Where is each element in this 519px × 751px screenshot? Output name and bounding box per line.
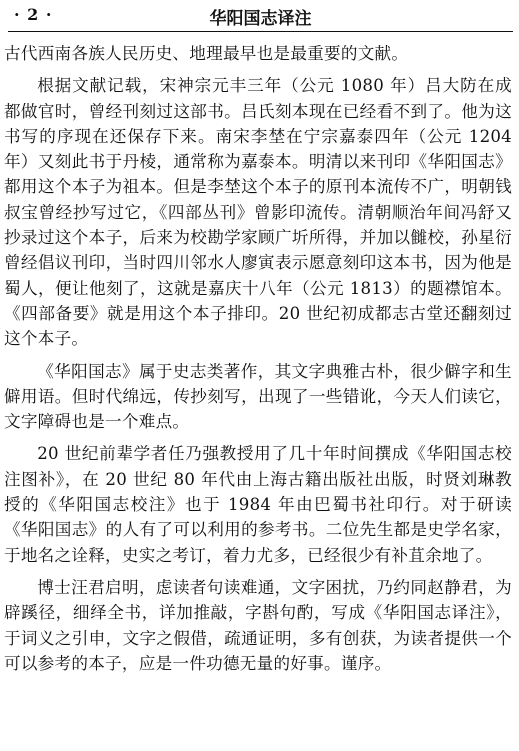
paragraph-this-edition: 博士汪君启明，虑读者句读难通，文字困扰，乃约同赵静君，为辟蹊径，细绎全书，详加推敲，字斟句酌，写成《华阳国志译注》，于词义之引申，文字之假借，疏通证明，多有创获，为读者提供一个可以参考的本子，应是一件功德无量的好事。谨序。 <box>4 577 512 673</box>
running-title: 华阳国志译注 <box>209 9 312 29</box>
running-header <box>8 4 513 28</box>
body-text <box>4 41 512 683</box>
paragraph-scholarship: 20 世纪前辈学者任乃强教授用了几十年时间撰成《华阳国志校注图补》，在 20 世纪 80 年代由上海古籍出版社出版，时贤刘琳教授的《华阳国志校注》也于 1984 年由巴蜀书社印行。对于研读《华阳国志》的人有了可以利用的参考书。二位先生都是史学名家，于地名之诠释，史实之考订，着力尤多，已经很少有补苴余地了。 <box>4 444 512 565</box>
paragraph-continued: 古代西南各族人民历史、地理最早也是最重要的文献。 <box>4 44 409 63</box>
paragraph-style: 《华阳国志》属于史志类著作，其文字典雅古朴，很少僻字和生僻用语。但时代绵远，传抄刻写，出现了一些错讹，今天人们读它，文字障碍也是一个难点。 <box>4 361 512 432</box>
paragraph-editions: 根据文献记载，宋神宗元丰三年（公元 1080 年）吕大防在成都做官时，曾经刊刻过这部书。吕氏刻本现在已经看不到了。他为这书写的序现在还保存下来。南宋李埜在宁宗嘉泰四年（公元 1204 年）又刻此书于丹棱，通常称为嘉泰本。明清以来刊印《华阳国志》都用这个本子为祖本。但是李埜这个本子的原刊本流传不广，明朝钱叔宝曾经抄写过它，《四部丛刊》曾影印流传。清朝顺治年间冯舒又抄录过这个本子，后来为校勘学家顾广圻所得，并加以雠校，孙星衍曾经倡议刊印，当时四川邻水人廖寅表示愿意刻印这本书，因为他是蜀人，便让他刻了，这就是嘉庆十八年（公元 1813）的题襟馆本。《四部备要》就是用这个本子排印。20 世纪初成都志古堂还翻刻过这个本子。 <box>4 76 512 349</box>
page-number: · 2 · <box>14 5 53 24</box>
header-rule <box>8 31 513 32</box>
